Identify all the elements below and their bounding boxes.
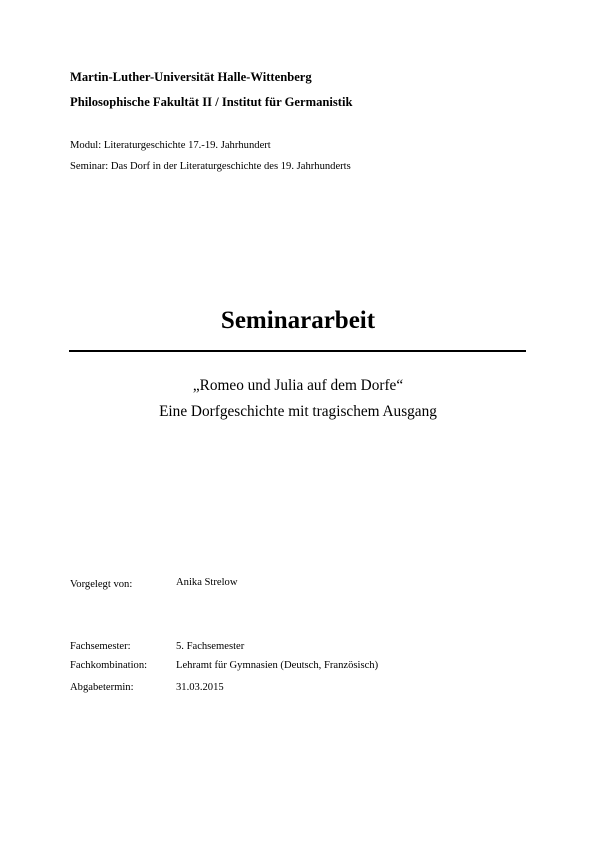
author-label: Vorgelegt von: (70, 579, 133, 590)
combination-value: Lehramt für Gymnasien (Deutsch, Französisch) (176, 660, 379, 671)
document-title: Seminararbeit (220, 307, 376, 334)
title-divider (69, 350, 526, 352)
due-date-label: Abgabetermin: (70, 682, 134, 693)
seminar-line: Seminar: Das Dorf in der Literaturgeschichte des 19. Jahrhunderts (70, 161, 351, 172)
semester-value: 5. Fachsemester (176, 641, 245, 652)
semester-label: Fachsemester: (70, 641, 131, 652)
subtitle-description: Eine Dorfgeschichte mit tragischem Ausgang (159, 403, 437, 420)
university-name: Martin-Luther-Universität Halle-Wittenberg (70, 70, 312, 84)
faculty-name: Philosophische Fakultät II / Institut für Germanistik (70, 95, 353, 109)
subtitle-work-title: „Romeo und Julia auf dem Dorfe“ (192, 377, 404, 394)
module-line: Modul: Literaturgeschichte 17.-19. Jahrhundert (70, 140, 271, 151)
combination-label: Fachkombination: (70, 660, 148, 671)
due-date-value: 31.03.2015 (176, 682, 224, 693)
author-value: Anika Strelow (176, 577, 238, 588)
